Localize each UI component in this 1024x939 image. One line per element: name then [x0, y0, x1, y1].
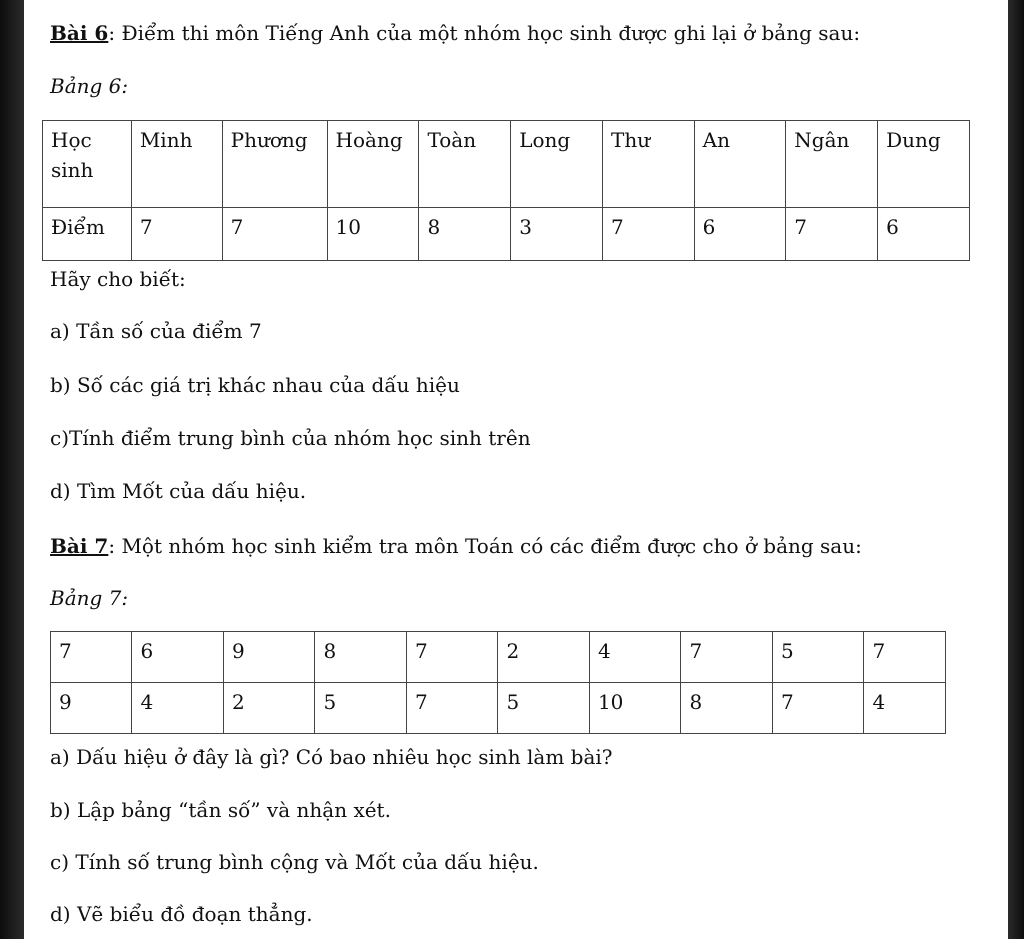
table-cell: Long: [511, 121, 603, 208]
right-frame-edge: [1008, 0, 1024, 939]
table-cell: 6: [132, 632, 224, 683]
bai6-heading-text: : Điểm thi môn Tiếng Anh của một nhóm học sinh được ghi lại ở bảng sau:: [108, 21, 861, 45]
table-cell: 5: [498, 683, 590, 734]
table-cell: 8: [419, 208, 511, 261]
table-cell: Toàn: [419, 121, 511, 208]
bai7-caption: Bảng 7:: [50, 586, 129, 610]
table-cell: 7: [772, 683, 864, 734]
bai6-caption: Bảng 6:: [50, 74, 129, 98]
table-cell: 8: [681, 683, 773, 734]
table-cell: 7: [406, 632, 498, 683]
table-cell: Phương: [222, 121, 327, 208]
table-cell: 7: [602, 208, 694, 261]
bai6-prompt: Hãy cho biết:: [50, 267, 186, 291]
table-cell: Điểm: [43, 208, 132, 261]
table-cell: 3: [511, 208, 603, 261]
table-row: [51, 632, 946, 683]
table-cell: 7: [222, 208, 327, 261]
table-cell: 10: [589, 683, 681, 734]
bai6-question-a: a) Tần số của điểm 7: [50, 319, 262, 343]
bai7-question-d: d) Vẽ biểu đồ đoạn thẳng.: [50, 902, 313, 926]
table-cell: 6: [878, 208, 970, 261]
table-row: [43, 121, 970, 208]
table-cell: 7: [786, 208, 878, 261]
bai7-heading: [50, 533, 862, 559]
table-cell: An: [694, 121, 786, 208]
table-cell: 8: [315, 632, 407, 683]
table-cell: 7: [51, 632, 132, 683]
bai7-heading-text: : Một nhóm học sinh kiểm tra môn Toán có các điểm được cho ở bảng sau:: [108, 534, 862, 558]
bai7-question-c: c) Tính số trung bình cộng và Mốt của dấu hiệu.: [50, 850, 539, 874]
table-cell: 10: [327, 208, 419, 261]
table-cell: 4: [132, 683, 224, 734]
bai7-question-a: a) Dấu hiệu ở đây là gì? Có bao nhiêu học sinh làm bài?: [50, 745, 613, 769]
table-cell: 5: [772, 632, 864, 683]
left-frame-edge: [0, 0, 24, 939]
table-cell: 5: [315, 683, 407, 734]
table-cell: 9: [223, 632, 315, 683]
bai6-score-table: [42, 120, 970, 261]
table-cell: Thư: [602, 121, 694, 208]
table-row: [43, 208, 970, 261]
table-cell: 7: [131, 208, 222, 261]
table-cell: 7: [864, 632, 946, 683]
bai6-heading: [50, 20, 860, 46]
table-cell: 2: [223, 683, 315, 734]
table-cell: 9: [51, 683, 132, 734]
bai7-question-b: b) Lập bảng “tần số” và nhận xét.: [50, 798, 391, 822]
table-row: [51, 683, 946, 734]
table-cell: Học sinh: [43, 121, 132, 208]
bai6-question-c: c)Tính điểm trung bình của nhóm học sinh trên: [50, 426, 531, 450]
table-cell: 4: [589, 632, 681, 683]
table-cell: 4: [864, 683, 946, 734]
bai7-label: Bài 7: [50, 534, 109, 558]
table-cell: 7: [681, 632, 773, 683]
bai6-question-d: d) Tìm Mốt của dấu hiệu.: [50, 479, 307, 503]
bai7-score-table: [50, 631, 946, 734]
table-cell: Dung: [878, 121, 970, 208]
table-cell: Ngân: [786, 121, 878, 208]
table-cell: 7: [406, 683, 498, 734]
bai6-question-b: b) Số các giá trị khác nhau của dấu hiệu: [50, 373, 460, 397]
table-cell: 2: [498, 632, 590, 683]
bai6-label: Bài 6: [50, 21, 109, 45]
table-cell: 6: [694, 208, 786, 261]
table-cell: Minh: [131, 121, 222, 208]
table-cell: Hoàng: [327, 121, 419, 208]
